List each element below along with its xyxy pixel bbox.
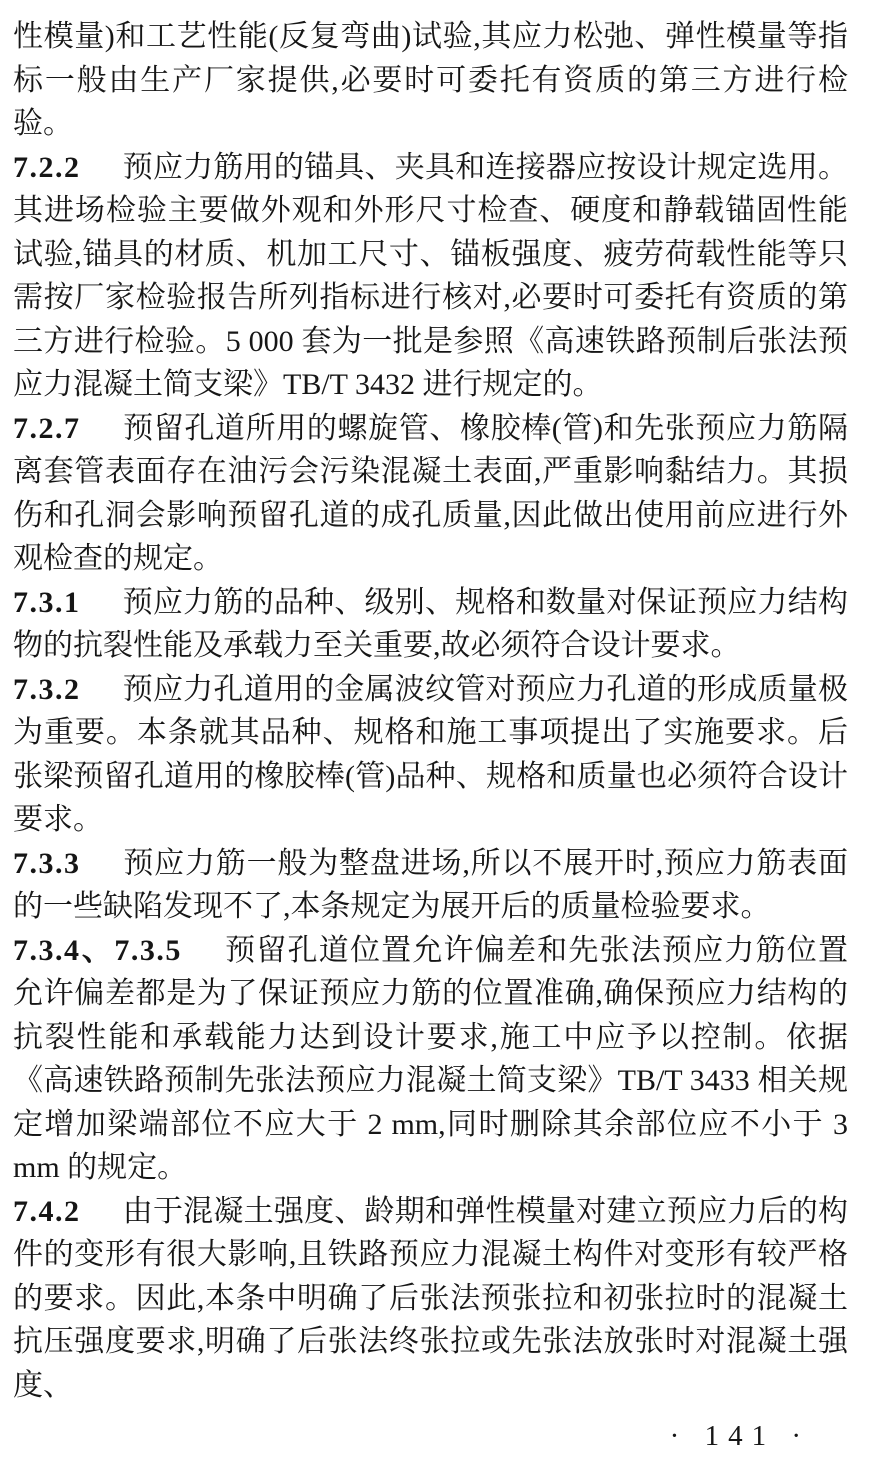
section-number: 7.2.7 [13,411,81,445]
paragraph-text: 预应力孔道用的金属波纹管对预应力孔道的形成质量极为重要。本条就其品种、规格和施工事项提出了实施要求。后张梁预留孔道用的橡胶棒(管)品种、规格和质量也必须符合设计要求。 [13,672,848,836]
paragraph-text: 预应力筋一般为整盘进场,所以不展开时,预应力筋表面的一些缺陷发现不了,本条规定为展开后的质量检验要求。 [13,846,848,923]
section-number: 7.3.3 [13,846,81,880]
paragraph-7-3-2 [13,668,848,842]
paragraph-7-3-1 [13,581,848,668]
paragraph-continuation [13,15,848,146]
paragraph-text: 预留孔道所用的螺旋管、橡胶棒(管)和先张预应力筋隔离套管表面存在油污会污染混凝土表面,严重影响黏结力。其损伤和孔洞会影响预留孔道的成孔质量,因此做出使用前应进行外观检查的规定。 [13,411,848,575]
paragraph-text: 预应力筋用的锚具、夹具和连接器应按设计规定选用。其进场检验主要做外观和外形尺寸检查、硬度和静载锚固性能试验,锚具的材质、机加工尺寸、锚板强度、疲劳荷载性能等只需按厂家检验报告所列指标进行核对,必要时可委托有资质的第三方进行检验。5 000 套为一批是参照《高速铁路预制后张法预应力混凝土简支梁》TB/T 3432 进行规定的。 [13,150,848,401]
section-number: 7.3.2 [13,672,81,706]
paragraph-7-3-4-7-3-5 [13,929,848,1190]
paragraph-text: 性模量)和工艺性能(反复弯曲)试验,其应力松弛、弹性模量等指标一般由生产厂家提供,必要时可委托有资质的第三方进行检验。 [13,20,848,140]
paragraph-7-4-2 [13,1190,848,1408]
paragraph-text: 由于混凝土强度、龄期和弹性模量对建立预应力后的构件的变形有很大影响,且铁路预应力混凝土构件对变形有较严格的要求。因此,本条中明确了后张法预张拉和初张拉时的混凝土抗压强度要求,明确了后张法终张拉或先张法放张时对混凝土强度、 [13,1194,848,1402]
section-number: 7.3.1 [13,585,81,619]
paragraph-7-3-3 [13,842,848,929]
body-text [13,15,848,1407]
paragraph-7-2-7 [13,407,848,581]
page-number: · 141 · [669,1420,810,1452]
section-number: 7.2.2 [13,150,81,184]
paragraph-7-2-2 [13,146,848,407]
paragraph-text: 预应力筋的品种、级别、规格和数量对保证预应力结构物的抗裂性能及承载力至关重要,故必须符合设计要求。 [13,585,848,662]
section-number: 7.4.2 [13,1194,81,1228]
paragraph-text: 预留孔道位置允许偏差和先张法预应力筋位置允许偏差都是为了保证预应力筋的位置准确,确保预应力结构的抗裂性能和承载能力达到设计要求,施工中应予以控制。依据《高速铁路预制先张法预应力混凝土简支梁》TB/T 3433 相关规定增加梁端部位不应大于 2 mm,同时删除其余部位应不小于 3 mm 的规定。 [13,933,849,1184]
section-number: 7.3.4、7.3.5 [13,933,182,967]
